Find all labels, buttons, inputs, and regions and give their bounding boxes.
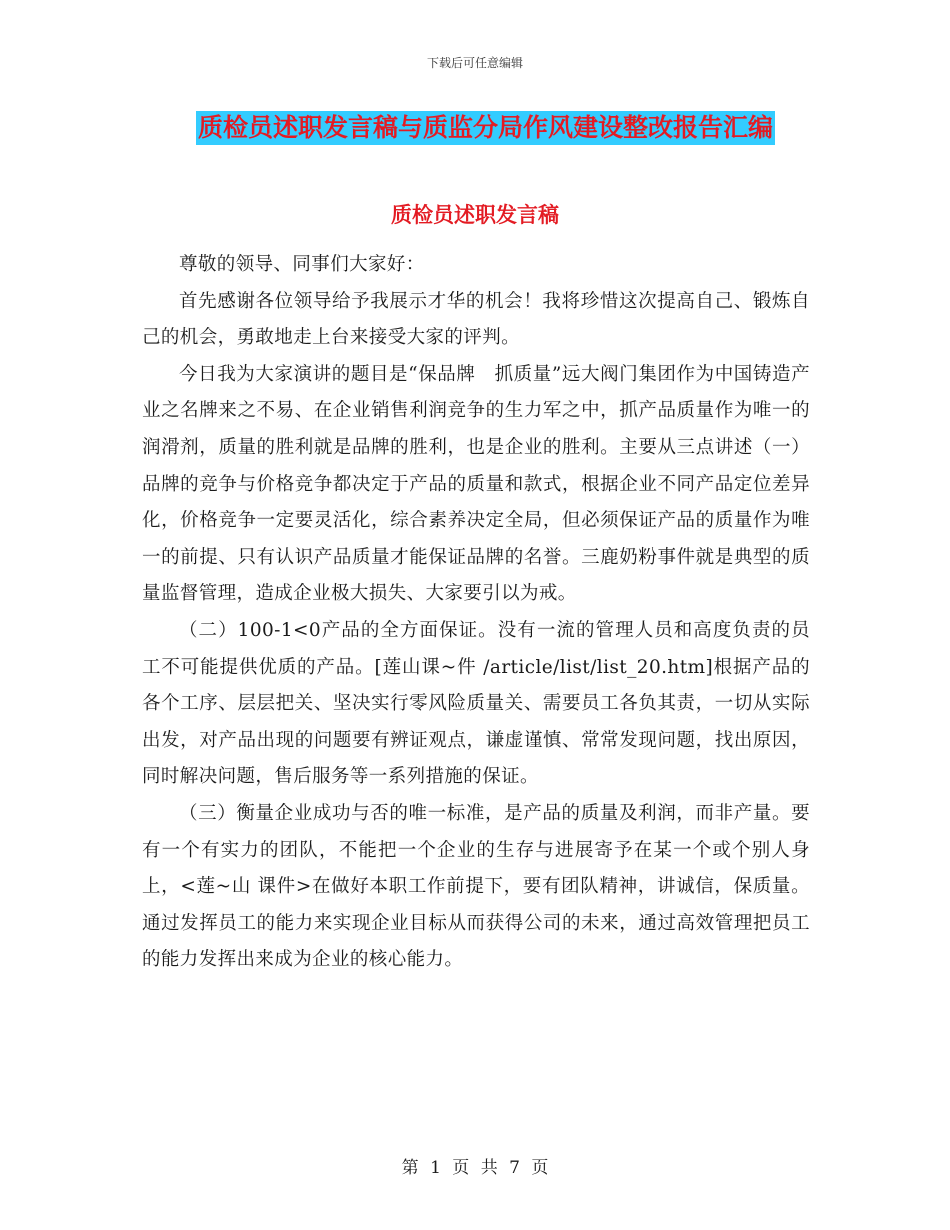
document-title-highlight [196, 111, 775, 145]
section-title: 质检员述职发言稿 [391, 202, 559, 227]
paragraph-point-one: 今日我为大家演讲的题目是“保品牌 抓质量”远大阀门集团作为中国铸造产业之名牌来之不易、在企业销售利润竞争的生力军之中，抓产品质量作为唯一的润滑剂，质量的胜利就是品牌的胜利，也是企业的胜利。主要从三点讲述（一）品牌的竞争与价格竞争都决定于产品的质量和款式，根据企业不同产品定位差异化，价格竞争一定要灵活化，综合素养决定全局，但必须保证产品的质量作为唯一的前提、只有认识产品质量才能保证品牌的名誉。三鹿奶粉事件就是典型的质量监督管理，造成企业极大损失、大家要引以为戒。 [142, 363, 810, 605]
paragraph-point-three: （三）衡量企业成功与否的唯一标准，是产品的质量及利润，而非产量。要有一个有实力的团队，不能把一个企业的生存与进展寄予在某一个或个别人身上，<莲~山 课件>在做好本职工作前提下，要有团队精神，讲诚信，保质量。通过发挥员工的能力来实现企业目标从而获得公司的未来，通过高效管理把员工的能力发挥出来成为企业的核心能力。 [142, 802, 810, 971]
paragraph-intro: 首先感谢各位领导给予我展示才华的机会！我将珍惜这次提高自己、锻炼自己的机会，勇敢地走上台来接受大家的评判。 [142, 290, 810, 349]
page-header-note: 下载后可任意编辑 [426, 56, 523, 70]
document-title: 质检员述职发言稿与质监分局作风建设整改报告汇编 [198, 113, 774, 142]
paragraph-greeting: 尊敬的领导、同事们大家好： [179, 254, 425, 275]
document-body [142, 247, 810, 979]
page-footer: 第 1 页 共 7 页 [401, 1158, 549, 1178]
paragraph-point-two: （二）100-1<0产品的全方面保证。没有一流的管理人员和高度负责的员工不可能提供优质的产品。[莲山课~件 /article/list/list_20.htm]根据产品的各个工序、层层把关、坚决实行零风险质量关、需要员工各负其责，一切从实际出发，对产品出现的问题要有辨证观点，谦虚谨慎、常常发现问题，找出原因，同时解决问题，售后服务等一系列措施的保证。 [142, 619, 810, 788]
